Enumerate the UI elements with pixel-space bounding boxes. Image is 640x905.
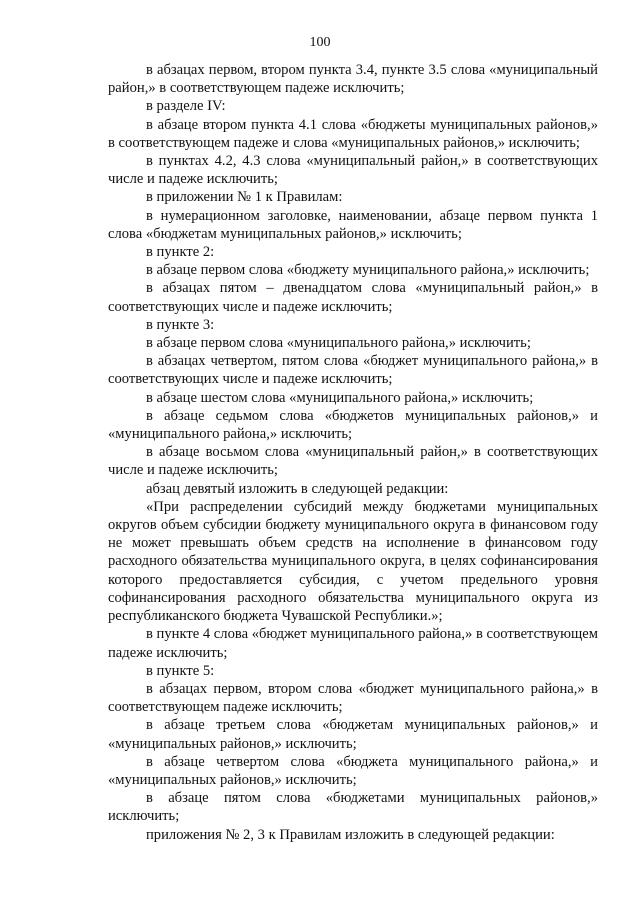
paragraph: в абзаце первом слова «муниципального района,» исключить;: [146, 335, 531, 352]
page-number: 100: [309, 35, 331, 50]
paragraph: в абзацах четвертом, пятом слова «бюджет муниципального района,» в соответствующих числе и падеже исключить;: [108, 353, 598, 388]
paragraph: в абзаце восьмом слова «муниципальный район,» в соответствующих числе и падеже исключить;: [108, 444, 598, 479]
paragraph: в абзаце пятом слова «бюджетами муниципальных районов,» исключить;: [108, 790, 598, 825]
paragraph: в пункте 3:: [146, 316, 215, 333]
paragraph: в абзаце втором пункта 4.1 слова «бюджеты муниципальных районов,» в соответствующем падеже и слова «муниципальных районов,» исключить;: [108, 116, 598, 151]
paragraph: в пункте 4 слова «бюджет муниципального района,» в соответствующем падеже исключить;: [108, 626, 598, 661]
paragraph: в абзаце седьмом слова «бюджетов муниципальных районов,» и «муниципального района,» исключить;: [108, 407, 598, 443]
paragraph: в абзаце первом слова «бюджету муниципального района,» исключить;: [146, 262, 590, 279]
paragraph: в пунктах 4.2, 4.3 слова «муниципальный район,» в соответствующих числе и падеже исключить;: [108, 153, 598, 188]
paragraph: в абзаце шестом слова «муниципального района,» исключить;: [146, 389, 534, 406]
paragraph: «При распределении субсидий между бюджетами муниципальных округов объем субсидии бюджету муниципального округа в финансовом году не может превышать объем средств на исполнение в финансовом году расходного обязательства муниципального округа, в целях софинансирования которого предоставляется субсидия, с учетом предельного уровня софинансирования расходного обязательства муниципального округа из республиканского бюджета Чувашской Республики.»;: [108, 498, 598, 625]
document-body: [108, 61, 598, 844]
paragraph: в пункте 2:: [146, 244, 215, 261]
paragraph: приложения № 2, 3 к Правилам изложить в следующей редакции:: [146, 826, 555, 843]
paragraph: в нумерационном заголовке, наименовании, абзаце первом пункта 1 слова «бюджетам муниципальных районов,» исключить;: [108, 207, 598, 242]
paragraph: в абзацах пятом – двенадцатом слова «муниципальный район,» в соответствующих числе и падеже исключить;: [108, 280, 598, 315]
paragraph: в абзацах первом, втором слова «бюджет муниципального района,» в соответствующем падеже исключить;: [108, 680, 598, 716]
paragraph: в абзацах первом, втором пункта 3.4, пункте 3.5 слова «муниципальный район,» в соответствующем падеже исключить;: [108, 62, 598, 97]
paragraph: в разделе IV:: [146, 98, 226, 115]
paragraph: абзац девятый изложить в следующей редакции:: [146, 480, 449, 497]
paragraph: в абзаце четвертом слова «бюджета муниципального района,» и «муниципальных районов,» исключить;: [108, 753, 598, 788]
paragraph: в пункте 5:: [146, 662, 215, 679]
paragraph: в абзаце третьем слова «бюджетам муниципальных районов,» и «муниципальных районов,» исключить;: [108, 717, 598, 752]
paragraph: в приложении № 1 к Правилам:: [146, 189, 343, 206]
